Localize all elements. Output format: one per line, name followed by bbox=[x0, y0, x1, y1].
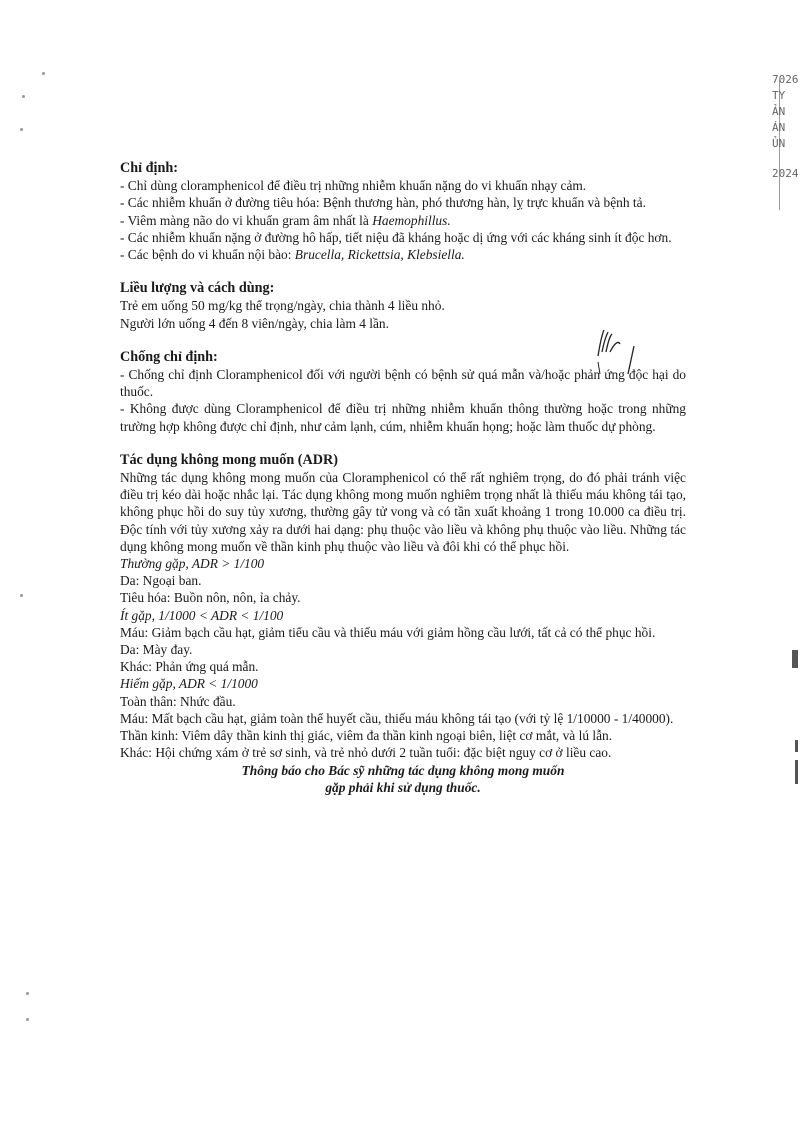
adr-rare-label: Hiếm gặp, ADR < 1/1000 bbox=[120, 676, 258, 692]
contraindications-heading: Chống chỉ định: bbox=[120, 348, 218, 365]
adr-rare-item: Toàn thân: Nhức đầu. bbox=[120, 693, 236, 709]
indications-heading: Chỉ định: bbox=[120, 160, 178, 176]
adr-rare-item: Thần kinh: Viêm dây thần kinh thị giác, viêm đa thần kinh ngoại biên, liệt cơ mắt, và lú lẫn. bbox=[120, 728, 613, 744]
scan-speck bbox=[42, 72, 45, 75]
adr-rare-item: Khác: Hội chứng xám ở trẻ sơ sinh, và trẻ nhỏ dưới 2 tuần tuổi: đặc biệt nguy cơ ở liều cao. bbox=[120, 745, 612, 761]
pathogen-names: Brucella, Rickettsia, Klebsiella. bbox=[294, 247, 465, 263]
indication-text: - Các bệnh do vi khuẩn nội bào: bbox=[120, 247, 295, 263]
adr-notice-line: Thông báo cho Bác sỹ những tác dụng không mong muốn bbox=[241, 762, 565, 778]
adr-intro: Những tác dụng không mong muốn của Cloramphenicol có thể rất nghiêm trọng, do đó phải tránh việc điều trị kéo dài hoặc nhắc lại. Tác dụng không mong muốn nghiêm trọng nhất là thiếu máu không tái tạo, không phục hồi do suy tủy xương, thường gây tử vong và có tần xuất khoảng 1 trong 10.000 ca điều trị. Độc tính với tủy xương xảy ra dưới hai dạng: phụ thuộc vào liều và không phụ thuộc vào liều. Những tác dụng không mong muốn về thần kinh phụ thuộc vào liều và đôi khi có thể phục hồi. bbox=[120, 470, 686, 554]
adr-notice-line: gặp phải khi sử dụng thuốc. bbox=[325, 779, 481, 795]
adr-rare-item: Máu: Mất bạch cầu hạt, giảm toàn thể huyết cầu, thiếu máu không tái tạo (với tỷ lệ 1/10000 - 1/40000). bbox=[120, 710, 674, 726]
adr-heading: Tác dụng không mong muốn (ADR) bbox=[120, 451, 338, 468]
adr-common-item: Tiêu hóa: Buồn nôn, nôn, ỉa chảy. bbox=[120, 590, 301, 606]
indication-item bbox=[120, 246, 686, 263]
contraindication-item: - Không được dùng Cloramphenicol để điều trị những nhiễm khuẩn thông thường hoặc trong những trường hợp không được chỉ định, như cảm lạnh, cúm, nhiễm khuẩn họng; hoặc làm thuốc dự phòng. bbox=[120, 401, 686, 434]
scan-speck bbox=[22, 95, 25, 98]
dosage-line: Trẻ em uống 50 mg/kg thể trọng/ngày, chia thành 4 liều nhỏ. bbox=[120, 298, 445, 314]
indication-text: - Viêm màng não do vi khuẩn gram âm nhất là bbox=[120, 212, 373, 228]
adr-uncommon-item: Khác: Phản ứng quá mẫn. bbox=[120, 659, 259, 675]
indication-item: - Các nhiễm khuẩn ở đường tiêu hóa: Bệnh thương hàn, phó thương hàn, lỵ trực khuẩn và bệnh tả. bbox=[120, 195, 646, 211]
adr-common-item: Da: Ngoại ban. bbox=[120, 573, 202, 589]
scan-mark bbox=[795, 760, 798, 784]
edge-stamp-line: ÁN bbox=[772, 121, 786, 134]
scan-mark bbox=[795, 740, 798, 752]
scan-speck bbox=[20, 128, 23, 131]
edge-stamp bbox=[772, 72, 800, 182]
leaflet-body bbox=[120, 160, 686, 796]
scan-mark bbox=[792, 650, 798, 668]
edge-stamp-line: 7026 bbox=[772, 73, 799, 86]
edge-stamp-line: ỦN bbox=[772, 137, 786, 150]
dosage-line: Người lớn uống 4 đến 8 viên/ngày, chia làm 4 lần. bbox=[120, 315, 389, 331]
adr-uncommon-item: Da: Mày đay. bbox=[120, 642, 193, 658]
indication-item: - Các nhiễm khuẩn nặng ở đường hô hấp, tiết niệu đã kháng hoặc dị ứng với các kháng sinh ít độc hơn. bbox=[120, 229, 672, 245]
indication-item bbox=[120, 212, 686, 229]
edge-stamp-line: TY bbox=[772, 89, 786, 102]
edge-stamp-line: ẢN bbox=[772, 105, 786, 118]
dosage-heading: Liều lượng và cách dùng: bbox=[120, 280, 275, 297]
indication-item: - Chỉ dùng cloramphenicol để điều trị những nhiễm khuẩn nặng do vi khuẩn nhạy cảm. bbox=[120, 178, 587, 194]
scan-speck bbox=[26, 1018, 29, 1021]
adr-uncommon-label: Ít gặp, 1/1000 < ADR < 1/100 bbox=[120, 607, 284, 623]
scan-speck bbox=[26, 992, 29, 995]
edge-stamp-line: 2024 bbox=[772, 167, 799, 180]
pathogen-name: Haemophillus. bbox=[372, 212, 451, 228]
adr-common-label: Thường gặp, ADR > 1/100 bbox=[120, 556, 265, 572]
adr-uncommon-item: Máu: Giảm bạch cầu hạt, giảm tiểu cầu và thiếu máu với giảm hồng cầu lưới, tất cả có thể phục hồi. bbox=[120, 624, 656, 640]
scan-speck bbox=[20, 594, 23, 597]
contraindication-item: - Chống chỉ định Cloramphenicol đối với người bệnh có bệnh sử quá mẫn và/hoặc phản ứng độc hại do thuốc. bbox=[120, 367, 686, 400]
